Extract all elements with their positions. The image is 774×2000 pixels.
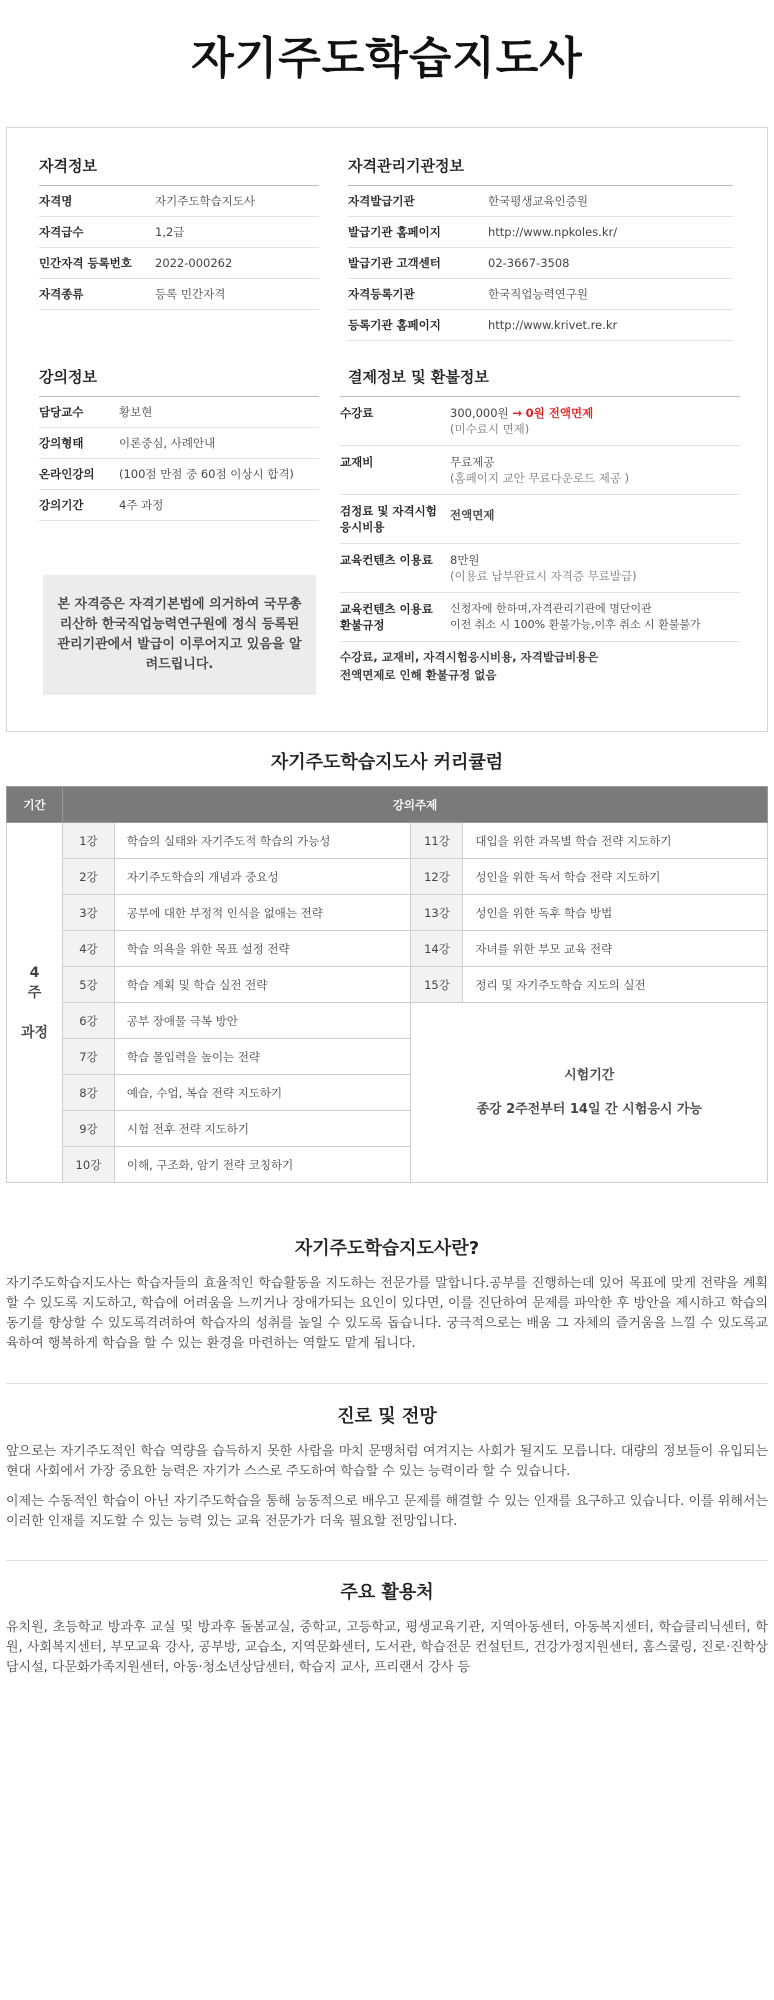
payment-section xyxy=(340,366,740,684)
material-row xyxy=(340,446,740,495)
kv-row xyxy=(39,428,319,459)
lesson-number: 6강 xyxy=(62,1003,114,1039)
content-fee-sub: (이용료 납부완료시 자격증 무료발급) xyxy=(450,569,637,583)
period-text: 4 xyxy=(29,964,40,981)
lesson-topic: 성인을 위한 독후 학습 방법 xyxy=(463,895,768,931)
kv-row xyxy=(39,490,319,521)
kv-key: 수강료 xyxy=(340,406,374,420)
table-header xyxy=(7,787,768,823)
lesson-topic: 이해, 구조화, 암기 전략 코칭하기 xyxy=(114,1147,411,1183)
arrow-icon: → xyxy=(512,406,522,420)
kv-row xyxy=(348,217,733,248)
lesson-number: 4강 xyxy=(62,931,114,967)
kv-value: 자기주도학습지도사 xyxy=(155,194,255,208)
kv-row xyxy=(39,397,319,428)
agency-title: 자격관리기관정보 xyxy=(348,155,733,186)
info-box xyxy=(6,127,768,732)
career-paragraph-2: 이제는 수동적인 학습이 아닌 자기주도학습을 통해 능동적으로 배우고 문제를 해결할 수 있는 인재를 요구하고 있습니다. 이를 위해서는 이러한 인재를 지도할 수 있는 능력 있는 교육 전문가가 더욱 필요할 전망입니다. xyxy=(6,1494,768,1529)
refund-note: 수강료, 교재비, 자격시험응시비용, 자격발급비용은 전액면제로 인해 환불규정 없음 xyxy=(340,650,599,682)
career-title: 진로 및 전망 xyxy=(337,1406,437,1427)
fee-free: 0원 전액면제 xyxy=(525,406,594,420)
kv-row xyxy=(39,248,319,279)
kv-row xyxy=(39,459,319,490)
lesson-number: 12강 xyxy=(411,859,463,895)
table-row xyxy=(7,859,768,895)
kv-key: 온라인강의 xyxy=(39,467,95,481)
kv-key: 강의형태 xyxy=(39,436,84,450)
fee-sub: (미수료시 면제) xyxy=(450,422,530,436)
material-sub: (홈페이지 교안 무료다운로드 제공 ) xyxy=(450,471,630,485)
lesson-topic: 공부에 대한 부정적 인식을 없애는 전략 xyxy=(114,895,411,931)
lesson-topic: 공부 장애물 극복 방안 xyxy=(114,1003,411,1039)
fee-price: 300,000원 xyxy=(450,406,509,420)
lesson-topic: 학습 의욕을 위한 목표 설정 전략 xyxy=(114,931,411,967)
fee-row xyxy=(340,397,740,446)
usage-title: 주요 활용처 xyxy=(340,1582,434,1603)
lesson-topic: 학습 계획 및 학습 실전 전략 xyxy=(114,967,411,1003)
what-is-section xyxy=(6,1234,768,1354)
kv-key: 자격명 xyxy=(39,194,73,208)
kv-key: 발급기관 홈페이지 xyxy=(348,225,441,239)
kv-row xyxy=(348,248,733,279)
refund-row xyxy=(340,593,740,642)
lesson-number: 14강 xyxy=(411,931,463,967)
kv-key: 등록기관 홈페이지 xyxy=(348,318,441,332)
curriculum-table xyxy=(6,786,768,1183)
lesson-topic: 자기주도학습의 개념과 중요성 xyxy=(114,859,411,895)
divider xyxy=(6,1383,768,1384)
qualification-section xyxy=(39,155,319,310)
lesson-number: 9강 xyxy=(62,1111,114,1147)
kv-value xyxy=(450,454,629,486)
kv-key: 민간자격 등록번호 xyxy=(39,256,132,270)
kv-value: 1,2급 xyxy=(155,225,185,239)
kv-row xyxy=(39,217,319,248)
kv-value xyxy=(450,552,637,584)
exam-desc: 종강 2주전부터 14일 간 시험응시 가능 xyxy=(476,1101,703,1117)
kv-key: 검정료 및 자격시험응시비용 xyxy=(340,504,437,534)
qualification-title: 자격정보 xyxy=(39,155,319,186)
kv-value: 02-3667-3508 xyxy=(488,256,570,270)
lesson-number: 7강 xyxy=(62,1039,114,1075)
lesson-topic: 학습 몰입력을 높이는 전략 xyxy=(114,1039,411,1075)
career-section xyxy=(6,1402,768,1532)
usage-section xyxy=(6,1578,768,1678)
lecture-section xyxy=(39,366,319,521)
kv-key: 강의기간 xyxy=(39,498,84,512)
kv-value: 4주 과정 xyxy=(119,498,164,512)
lesson-topic: 대입을 위한 과목별 학습 전략 지도하기 xyxy=(463,823,768,859)
lesson-number: 8강 xyxy=(62,1075,114,1111)
kv-key: 자격등록기관 xyxy=(348,287,415,301)
lesson-topic: 시험 전후 전략 지도하기 xyxy=(114,1111,411,1147)
table-row xyxy=(7,895,768,931)
lesson-topic: 학습의 실태와 자기주도적 학습의 가능성 xyxy=(114,823,411,859)
kv-key: 발급기관 고객센터 xyxy=(348,256,441,270)
lesson-topic: 예습, 수업, 복습 전략 지도하기 xyxy=(114,1075,411,1111)
period-text: 과정 xyxy=(20,1024,48,1041)
kv-value: 이론중심, 사례안내 xyxy=(119,436,216,450)
table-row xyxy=(7,931,768,967)
certification-notice: 본 자격증은 자격기본법에 의거하여 국무총리산하 한국직업능력연구원에 정식 등록된 관리기관에서 발급이 이루어지고 있음을 알려드립니다. xyxy=(43,575,316,695)
kv-key: 교육컨텐츠 이용료 xyxy=(340,553,433,567)
lesson-number: 2강 xyxy=(62,859,114,895)
period-cell xyxy=(7,823,63,1183)
table-row xyxy=(7,823,768,859)
homepage-link[interactable]: http://www.npkoles.kr/ xyxy=(488,225,618,239)
lesson-number: 11강 xyxy=(411,823,463,859)
kv-row xyxy=(348,310,733,341)
kv-row xyxy=(39,186,319,217)
kv-key: 교재비 xyxy=(340,455,374,469)
payment-title: 결제정보 및 환불정보 xyxy=(340,366,740,397)
kv-row xyxy=(348,186,733,217)
kv-row xyxy=(348,279,733,310)
divider xyxy=(6,1560,768,1561)
exam-fee-value: 전액면제 xyxy=(450,508,495,522)
table-row xyxy=(7,967,768,1003)
usage-body: 유치원, 초등학교 방과후 교실 및 방과후 돌봄교실, 중학교, 고등학교, 평생교육기관, 지역아동센터, 아동복지센터, 학습클리닉센터, 학원, 사회복지센터, 부모교육 강사, 공부방, 교습소, 지역문화센터, 도서관, 학습전문 컨설턴트, 건강가정지원센터, 홈스쿨링, 진로·진학상담시설, 다문화가족지원센터, 아동·청소년상담센터, 학습지 교사, 프리랜서 강사 등 xyxy=(6,1620,768,1675)
lesson-topic: 자녀를 위한 부모 교육 전략 xyxy=(463,931,768,967)
exam-period-cell xyxy=(411,1003,768,1183)
kv-value xyxy=(450,405,593,437)
kv-value xyxy=(450,601,701,633)
refund-line2: 이전 취소 시 100% 환불가능,이후 취소 시 환불불가 xyxy=(450,618,701,631)
career-paragraph-1: 앞으로는 자기주도적인 학습 역량을 습득하지 못한 사람을 마치 문맹처럼 여겨지는 사회가 될지도 모릅니다. 대량의 정보들이 유입되는 현대 사회에서 가장 중요한 능력은 자기가 스스로 주도하여 학습할 수 있는 능력이라 할 수 있습니다. xyxy=(6,1444,768,1479)
kv-value: 등록 민간자격 xyxy=(155,287,226,301)
kv-key: 자격급수 xyxy=(39,225,84,239)
content-fee-value: 8만원 xyxy=(450,553,480,567)
refund-line1: 신청자에 한하며,자격관리기관에 명단이관 xyxy=(450,602,652,615)
lesson-number: 13강 xyxy=(411,895,463,931)
kv-key: 자격종류 xyxy=(39,287,84,301)
kv-value: 황보현 xyxy=(119,405,153,419)
kv-value: (100점 만점 중 60점 이상시 합격) xyxy=(119,467,294,481)
what-is-title: 자기주도학습지도사란? xyxy=(294,1238,480,1259)
table-row xyxy=(7,1003,768,1039)
homepage-link[interactable]: http://www.krivet.re.kr xyxy=(488,318,618,332)
lesson-topic: 정리 및 자기주도학습 지도의 실전 xyxy=(463,967,768,1003)
exam-title: 시험기간 xyxy=(564,1067,615,1083)
period-text: 주 xyxy=(27,984,42,1001)
kv-value: 2022-000262 xyxy=(155,256,233,270)
lesson-number: 10강 xyxy=(62,1147,114,1183)
curriculum-title: 자기주도학습지도사 커리큘럼 xyxy=(270,752,504,773)
page-title: 자기주도학습지도사 xyxy=(191,33,583,84)
lesson-topic: 성인을 위한 독서 학습 전략 지도하기 xyxy=(463,859,768,895)
kv-key: 자격발급기관 xyxy=(348,194,415,208)
kv-row xyxy=(39,279,319,310)
lesson-number: 15강 xyxy=(411,967,463,1003)
material-value: 무료제공 xyxy=(450,455,495,469)
header-period: 기간 xyxy=(7,787,63,823)
lesson-number: 3강 xyxy=(62,895,114,931)
header-topic: 강의주제 xyxy=(62,787,767,823)
kv-value: 한국평생교육인증원 xyxy=(488,194,588,208)
lesson-number: 1강 xyxy=(62,823,114,859)
agency-section xyxy=(348,155,733,341)
kv-key: 담당교수 xyxy=(39,405,84,419)
lecture-title: 강의정보 xyxy=(39,366,319,397)
lesson-number: 5강 xyxy=(62,967,114,1003)
kv-value: 한국직업능력연구원 xyxy=(488,287,588,301)
what-is-body: 자기주도학습지도사는 학습자들의 효율적인 학습활동을 지도하는 전문가를 말합니다.공부를 진행하는데 있어 목표에 맞게 전략을 계획할 수 있도록 지도하고, 학습에 어려움을 느끼거나 장애가되는 요인이 있다면, 이를 진단하여 문제를 파악한 후 방안을 제시하고 학습의 동기를 향상할 수 있도록격려하여 학습자의 성취를 높일 수 있도록 돕습니다. 궁극적으로는 배움 그 자체의 즐거움을 느낄 수 있도록교육하여 행복하게 학습을 할 수 있는 환경을 마련하는 역할도 맡게 됩니다. xyxy=(6,1276,768,1351)
kv-key: 교육컨텐츠 이용료 환불규정 xyxy=(340,602,433,632)
content-fee-row xyxy=(340,544,740,593)
exam-fee-row xyxy=(340,495,740,544)
